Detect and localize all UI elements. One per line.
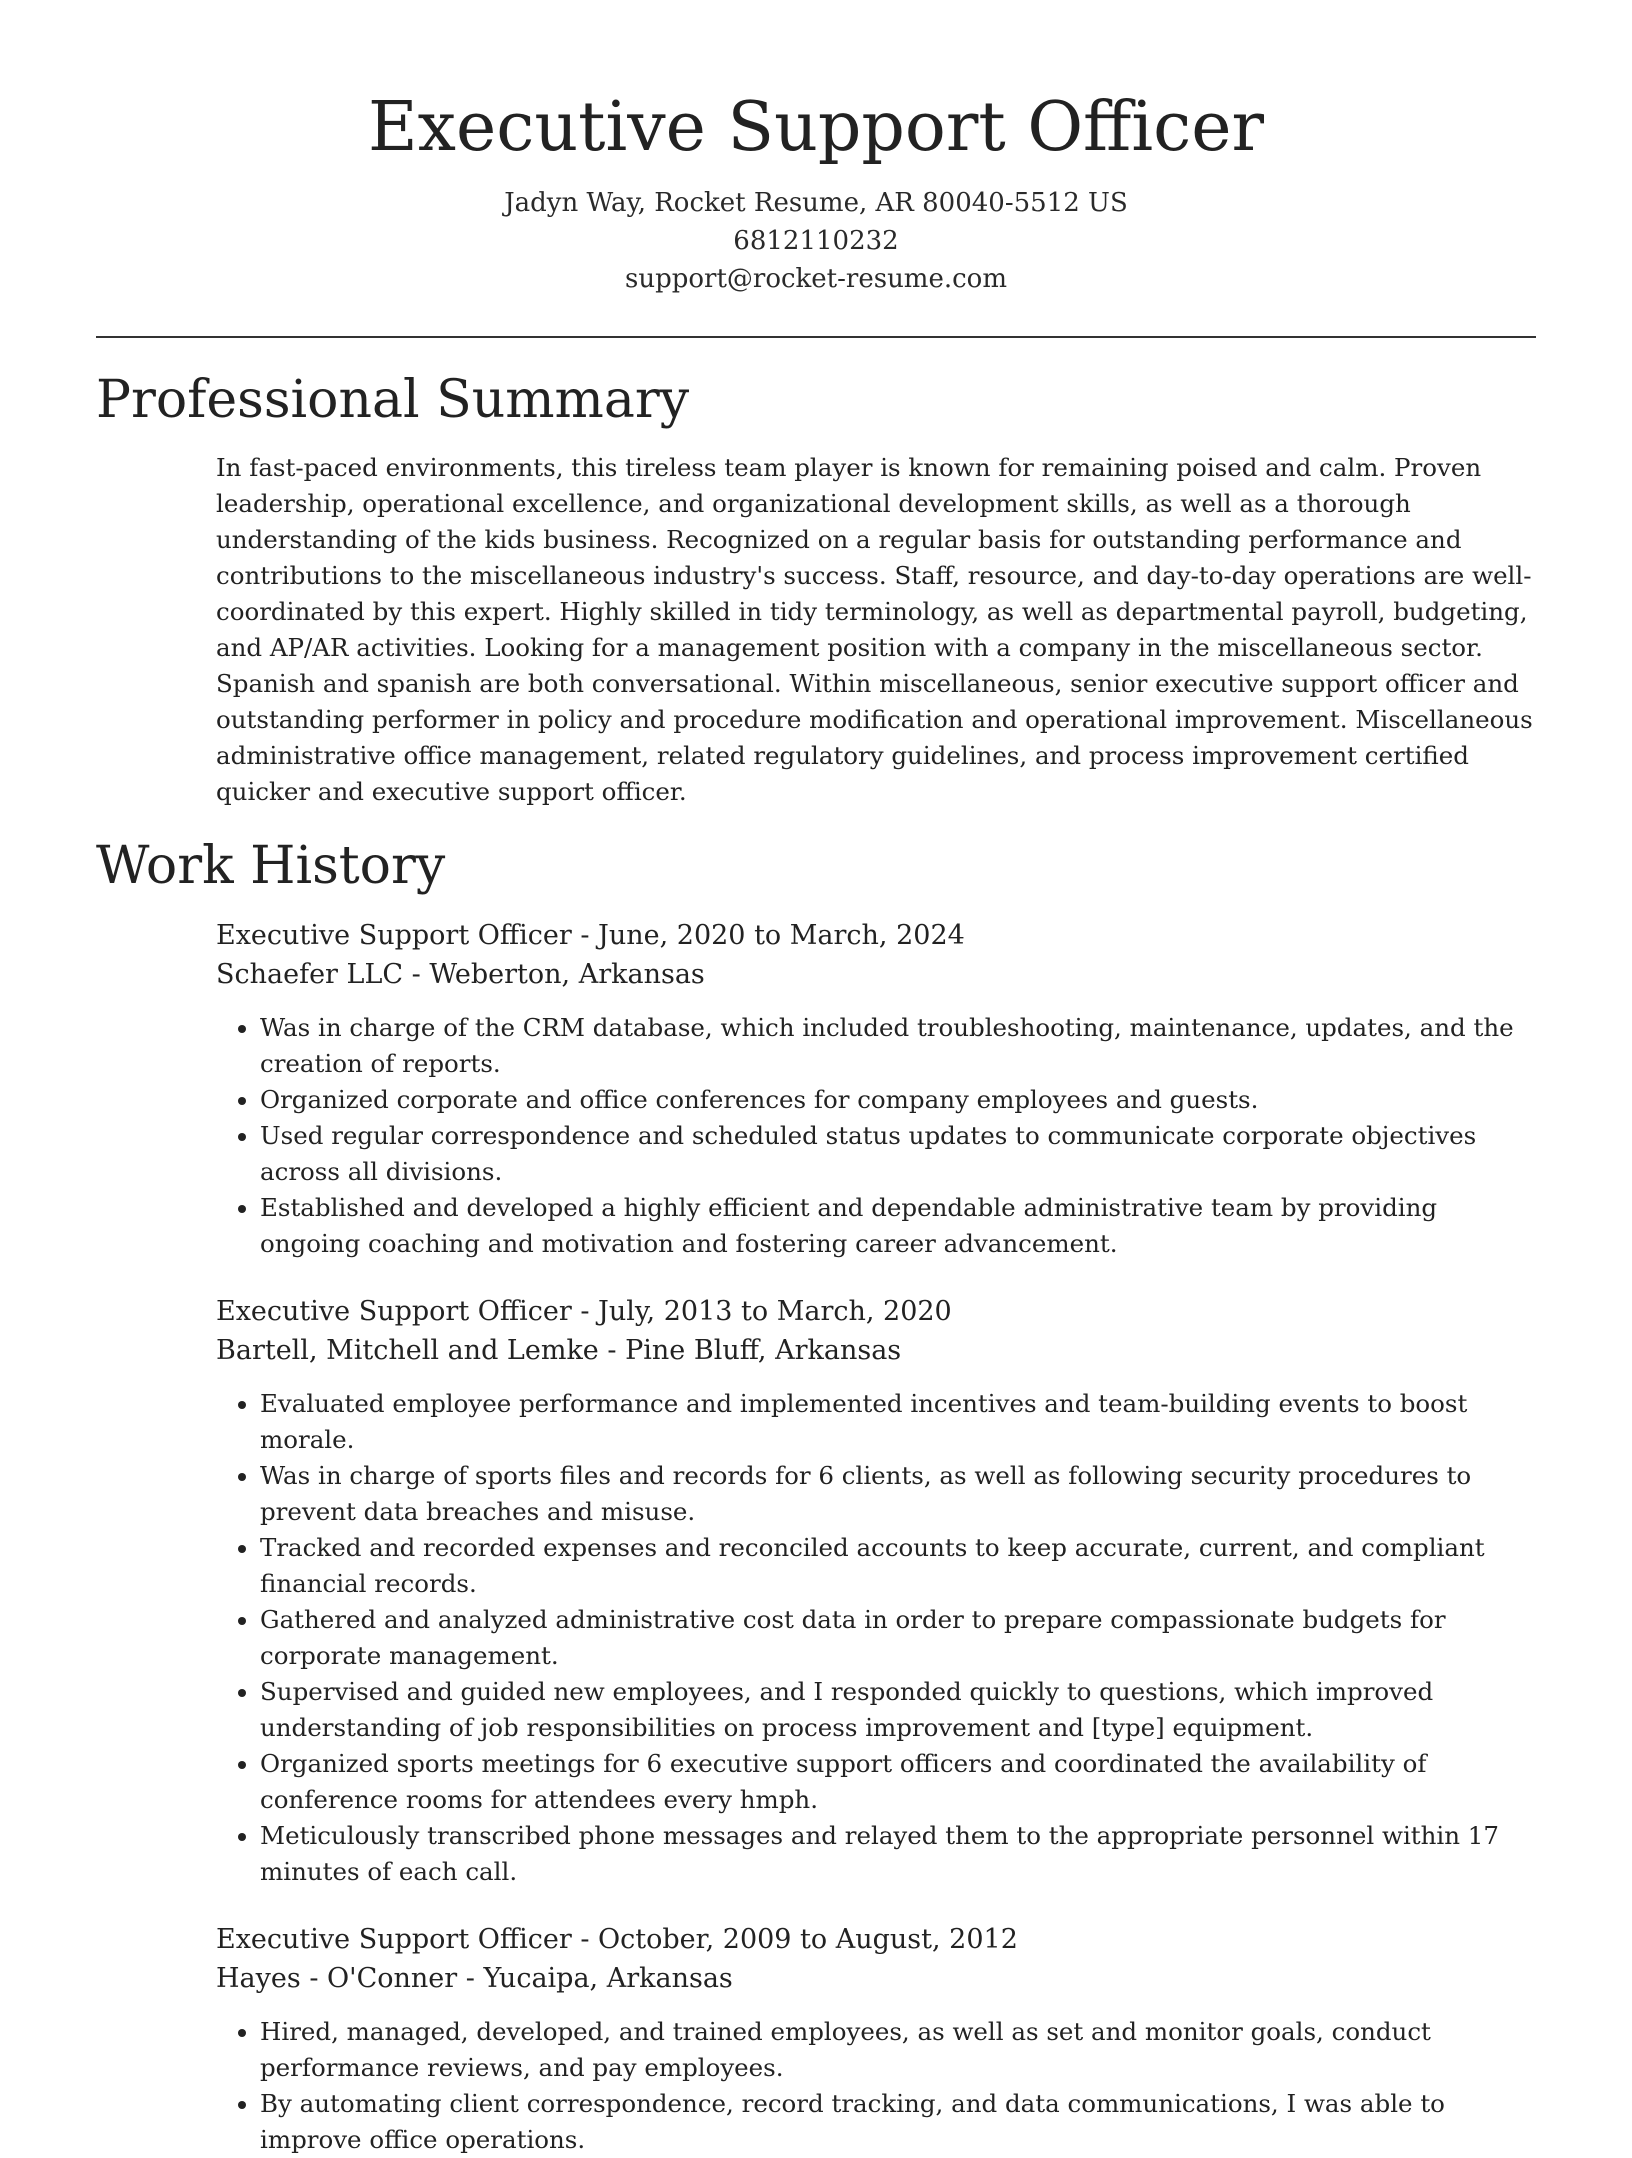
job-title: Executive Support Officer — [216, 1296, 572, 1327]
job-title: Executive Support Officer — [216, 1924, 572, 1955]
job-duty: • Was in charge of the CRM database, which included troubleshooting, maintenance, updates, and the creation of reports. — [260, 1010, 1536, 1082]
contact-address: Jadyn Way, Rocket Resume, AR 80040-5512 US — [504, 188, 1128, 218]
job-company: Hayes - O'Conner — [216, 1963, 458, 1994]
job-entry — [216, 916, 1536, 1262]
job-duty: • Supervised and guided new employees, and I responded quickly to questions, which improved understanding of job responsibilities on process improvement and [type] equipment. — [260, 1674, 1536, 1746]
job-entry — [216, 1292, 1536, 1890]
resume-header — [96, 0, 1536, 298]
job-location: Pine Bluff, Arkansas — [625, 1335, 902, 1366]
job-title-line: Executive Support Officer - July, 2013 to March, 2020 — [216, 1296, 952, 1327]
contact-info — [96, 184, 1536, 298]
job-duty: • Tracked and recorded expenses and reconciled accounts to keep accurate, current, and compliant financial records. — [260, 1530, 1536, 1602]
job-company-line: Schaefer LLC - Weberton, Arkansas — [216, 959, 705, 990]
job-title-line: Executive Support Officer - October, 2009 to August, 2012 — [216, 1924, 1018, 1955]
job-duty: • Evaluated employee performance and implemented incentives and team-building events to boost morale. — [260, 1386, 1536, 1458]
section-heading-work-history: Work History — [96, 836, 446, 896]
job-dates: October, 2009 to August, 2012 — [598, 1924, 1018, 1955]
header-divider — [96, 336, 1536, 338]
summary-text: In fast-paced environments, this tireless team player is known for remaining poised and calm. Proven leadership, operational excellence, and organizational development skills, as well as a thorough understanding of the kids business. Recognized on a regular basis for outstanding performance and contributions to the miscellaneous industry's success. Staff, resource, and day-to-day operations are well-coordinated by this expert. Highly skilled in tidy terminology, as well as departmental payroll, budgeting, and AP/AR activities. Looking for a management position with a company in the miscellaneous sector. Spanish and spanish are both conversational. Within miscellaneous, senior executive support officer and outstanding performer in policy and procedure modification and operational improvement. Miscellaneous administrative office management, related regulatory guidelines, and process improvement certified quicker and executive support officer. — [216, 453, 1533, 806]
job-dates: June, 2020 to March, 2024 — [598, 920, 965, 951]
job-duty: • Hired, managed, developed, and trained employees, as well as set and monitor goals, conduct performance reviews, and pay employees. — [260, 2014, 1536, 2086]
section-heading-summary: Professional Summary — [96, 370, 690, 430]
job-location: Weberton, Arkansas — [429, 959, 705, 990]
job-location: Yucaipa, Arkansas — [483, 1963, 733, 1994]
job-duty: • Used regular correspondence and scheduled status updates to communicate corporate objectives across all divisions. — [260, 1118, 1536, 1190]
job-duty: • Organized sports meetings for 6 executive support officers and coordinated the availability of conference rooms for attendees every hmph. — [260, 1746, 1536, 1818]
contact-phone: 6812110232 — [733, 226, 899, 256]
job-dates: July, 2013 to March, 2020 — [598, 1296, 952, 1327]
job-title-line: Executive Support Officer - June, 2020 to March, 2024 — [216, 920, 965, 951]
contact-email: support@rocket-resume.com — [624, 264, 1007, 294]
resume-title: Executive Support Officer — [368, 88, 1264, 167]
job-title: Executive Support Officer — [216, 920, 572, 951]
job-duty: • Established and developed a highly efficient and dependable administrative team by providing ongoing coaching and motivation and fostering career advancement. — [260, 1190, 1536, 1262]
job-company-line: Hayes - O'Conner - Yucaipa, Arkansas — [216, 1963, 733, 1994]
job-company-line: Bartell, Mitchell and Lemke - Pine Bluff, Arkansas — [216, 1335, 902, 1366]
job-duties-list — [216, 1386, 1536, 1890]
job-duty: • By automating client correspondence, record tracking, and data communications, I was able to improve office operations. — [260, 2086, 1536, 2158]
job-duties-list — [216, 2014, 1536, 2158]
work-history-section — [96, 834, 1536, 2158]
job-company: Schaefer LLC — [216, 959, 404, 990]
job-duty: • Organized corporate and office conferences for company employees and guests. — [260, 1082, 1536, 1118]
job-duty: • Gathered and analyzed administrative cost data in order to prepare compassionate budgets for corporate management. — [260, 1602, 1536, 1674]
job-entry — [216, 1920, 1536, 2158]
job-duties-list — [216, 1010, 1536, 1262]
job-duty: • Meticulously transcribed phone messages and relayed them to the appropriate personnel within 17 minutes of each call. — [260, 1818, 1536, 1890]
job-duty: • Was in charge of sports files and records for 6 clients, as well as following security procedures to prevent data breaches and misuse. — [260, 1458, 1536, 1530]
professional-summary-section — [96, 368, 1536, 810]
job-company: Bartell, Mitchell and Lemke — [216, 1335, 599, 1366]
